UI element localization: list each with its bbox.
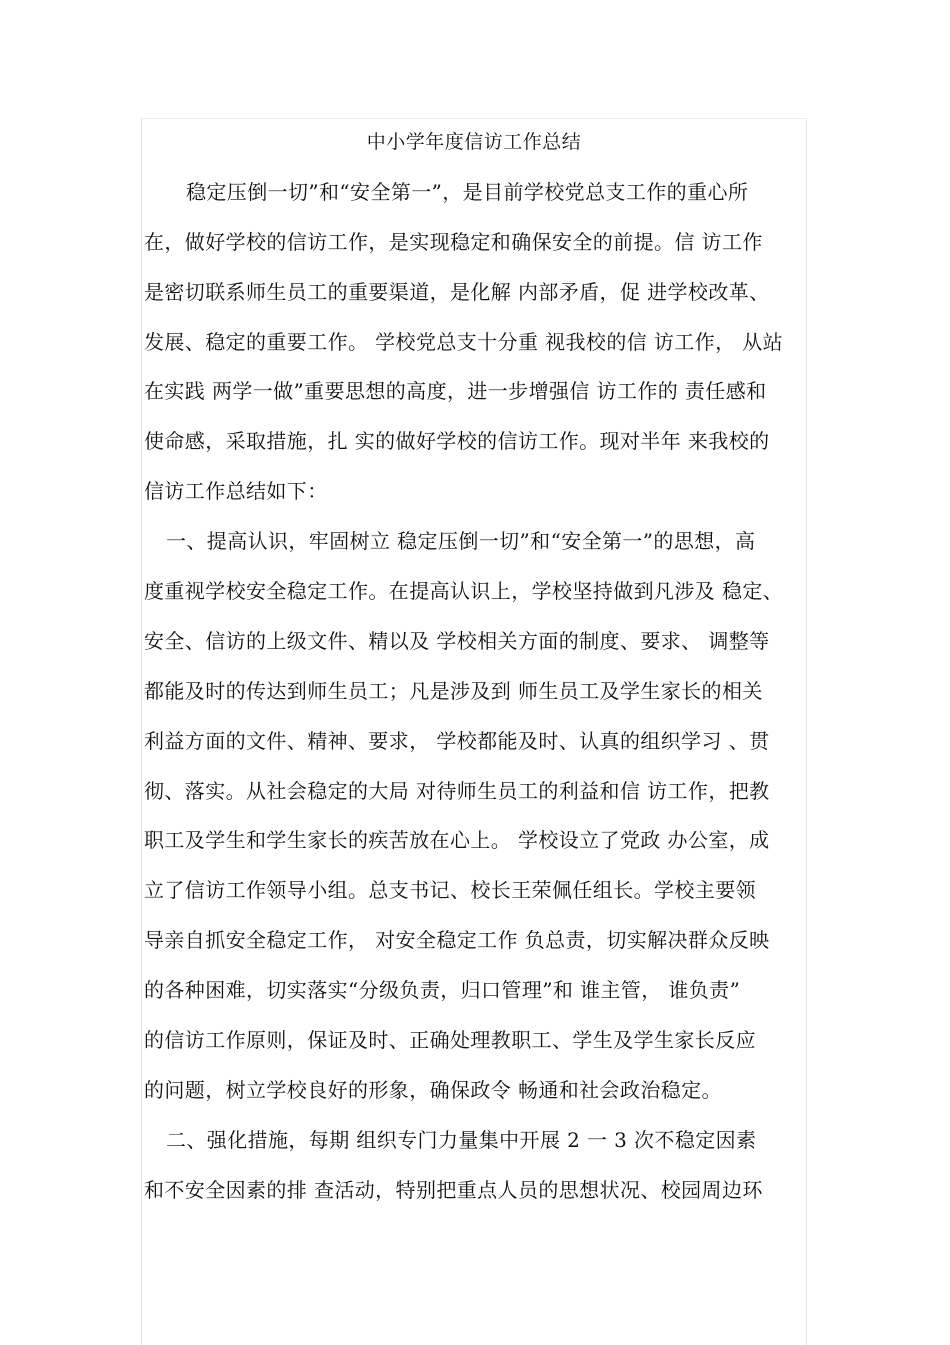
paragraph-line: 稳定压倒一切”和“安全第一”，是目前学校党总支工作的重心所	[186, 180, 749, 204]
paragraph-line: 职工及学生和学生家长的疾苦放在心上。 学校设立了党政 办公室，成	[144, 828, 770, 852]
paragraph-line: 的各种困难，切实落实“分级负责，归口管理”和 谁主管， 谁负责”	[144, 978, 741, 1002]
paragraph-line: 一、提高认识，牢固树立 稳定压倒一切”和“安全第一”的思想，高	[166, 529, 756, 553]
paragraph-line: 立了信访工作领导小组。总支书记、校长王荣佩任组长。学校主要领	[144, 878, 756, 902]
paragraph-line: 都能及时的传达到师生员工；凡是涉及到 师生员工及学生家长的相关	[144, 679, 763, 703]
paragraph-line: 利益方面的文件、精神、要求， 学校都能及时、认真的组织学习 、贯	[144, 729, 770, 753]
paragraph-line: 在，做好学校的信访工作，是实现稳定和确保安全的前提。信 访工作	[144, 230, 763, 254]
paragraph-line: 导亲自抓安全稳定工作， 对安全稳定工作 负总责，切实解决群众反映	[144, 928, 770, 952]
paragraph-line: 发展、稳定的重要工作。 学校党总支十分重 视我校的信 访工作， 从站	[144, 330, 784, 354]
paragraph-line: 和不安全因素的排 查活动，特别把重点人员的思想状况、校园周边环	[144, 1178, 763, 1202]
paragraph-line: 信访工作总结如下：	[144, 479, 328, 503]
paragraph-line: 的信访工作原则，保证及时、正确处理教职工、学生及学生家长反应	[144, 1028, 756, 1052]
paragraph-line: 的问题，树立学校良好的形象，确保政令 畅通和社会政治稳定。	[144, 1078, 722, 1102]
paragraph-line: 是密切联系师生员工的重要渠道，是化解 内部矛盾，促 进学校改革、	[144, 280, 770, 304]
document-title: 中小学年度信访工作总结	[366, 131, 582, 153]
paragraph-line: 使命感，采取措施，扎 实的做好学校的信访工作。现对半年 来我校的	[144, 429, 770, 453]
paragraph-line: 度重视学校安全稳定工作。在提高认识上，学校坚持做到凡涉及 稳定、	[144, 579, 784, 603]
paragraph-line: 在实践 两学一做”重要思想的高度，进一步增强信 访工作的 责任感和	[144, 379, 767, 403]
paragraph-line: 二、强化措施，每期 组织专门力量集中开展 2 一 3 次不稳定因素	[166, 1128, 757, 1152]
paragraph-line: 彻、落实。从社会稳定的大局 对待师生员工的利益和信 访工作，把教	[144, 779, 770, 803]
paragraph-line: 安全、信访的上级文件、精以及 学校相关方面的制度、要求、 调整等	[144, 629, 770, 653]
